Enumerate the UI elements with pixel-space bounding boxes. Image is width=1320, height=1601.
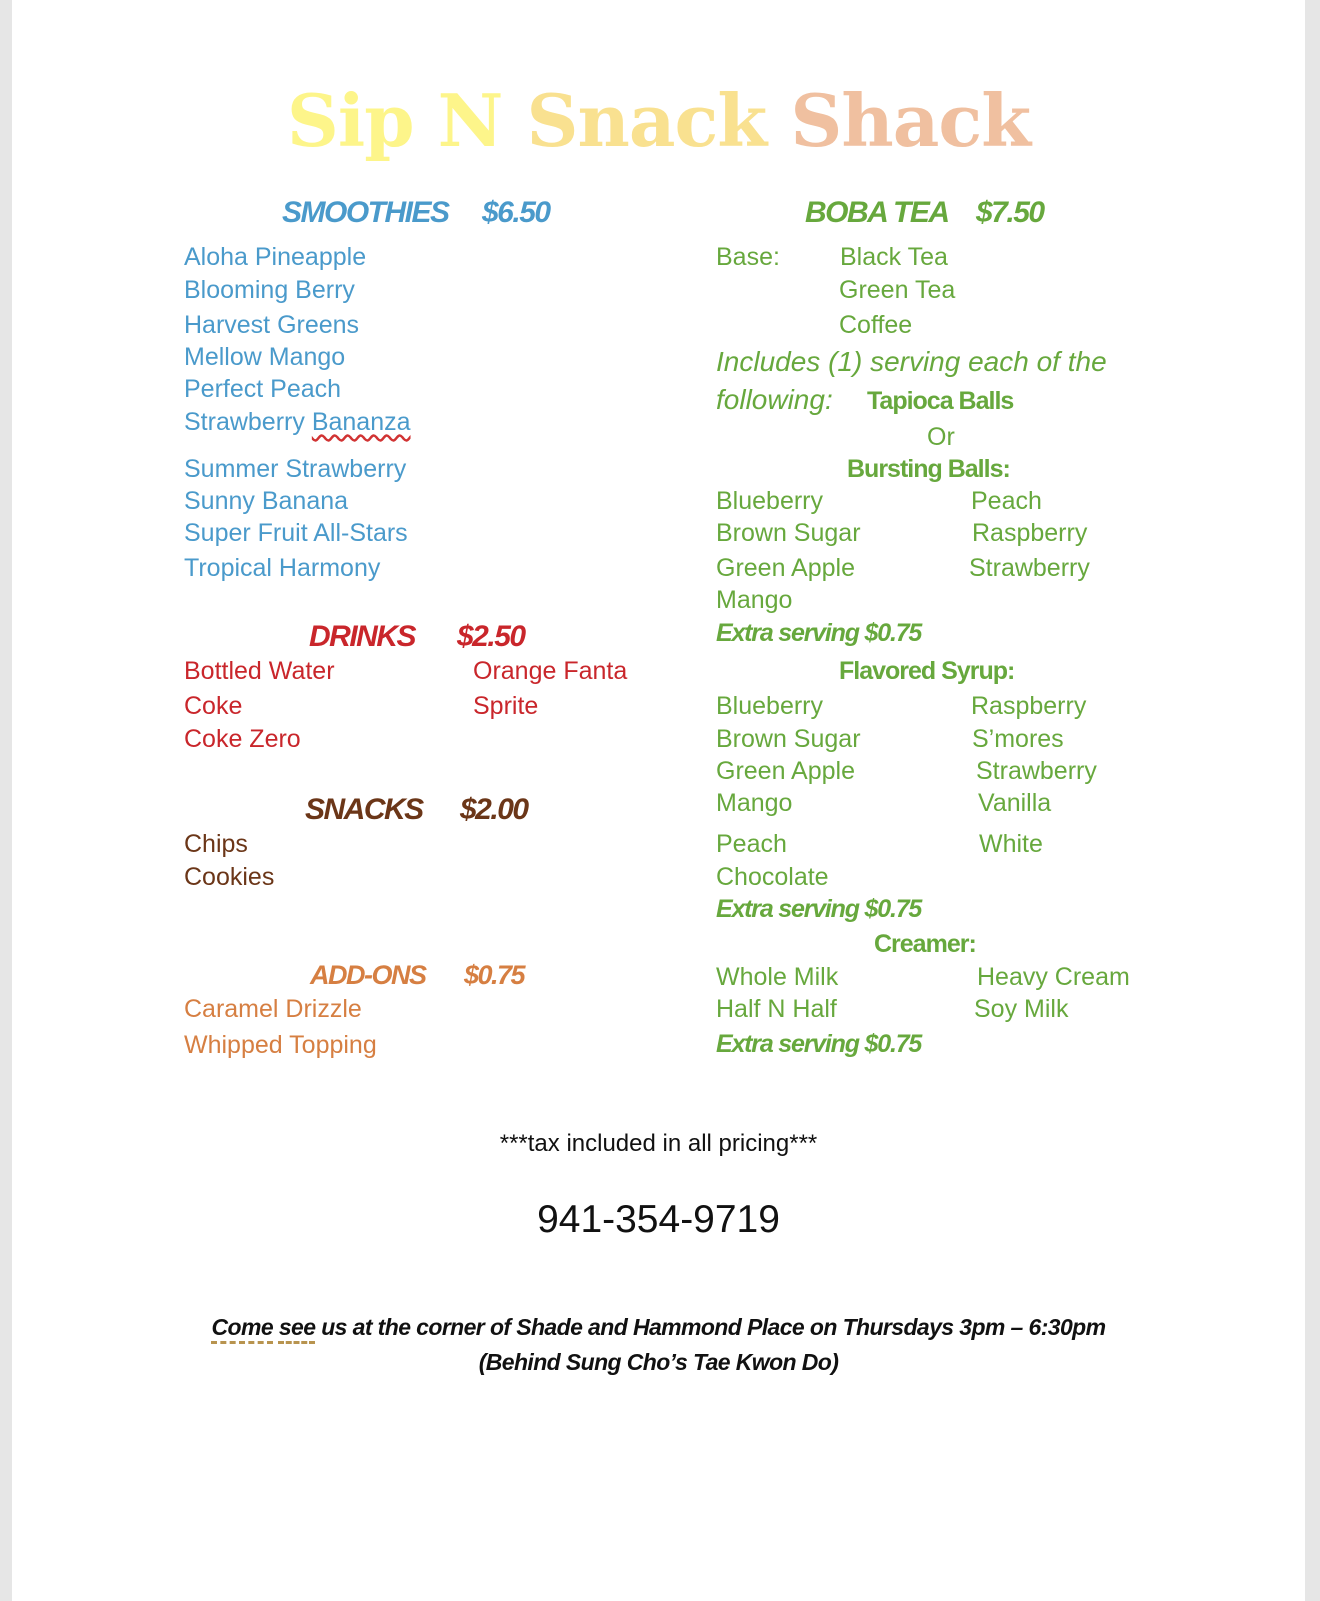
bursting-item: Raspberry — [972, 519, 1088, 547]
smoothie-item: Tropical Harmony — [184, 554, 381, 582]
smoothie-item: Summer Strawberry — [184, 455, 407, 483]
base-label: Base: — [716, 243, 780, 271]
drinks-price: $2.50 — [457, 620, 525, 653]
tax-note: ***tax included in all pricing*** — [499, 1130, 818, 1157]
snacks-heading: SNACKS — [305, 793, 423, 826]
syrup-item: Green Apple — [716, 757, 855, 785]
smoothie-item: Super Fruit All-Stars — [184, 519, 408, 547]
smoothie-item: Sunny Banana — [184, 487, 349, 515]
smoothie-word: Strawberry — [184, 408, 305, 436]
menu-page — [12, 0, 1305, 1601]
includes-line-2: following: — [716, 384, 833, 415]
smoothie-item: Blooming Berry — [184, 276, 355, 304]
smoothie-item: Aloha Pineapple — [184, 243, 367, 271]
smoothies-heading: SMOOTHIES — [282, 196, 449, 229]
extra-serving-creamer: Extra serving $0.75 — [716, 1030, 922, 1058]
drink-item: Coke Zero — [184, 725, 301, 753]
syrup-item: Strawberry — [976, 757, 1097, 785]
bursting-item: Mango — [716, 586, 793, 614]
addon-item: Whipped Topping — [184, 1031, 377, 1059]
syrup-heading: Flavored Syrup: — [839, 657, 1015, 685]
addons-heading: ADD-ONS — [310, 960, 426, 990]
creamer-item: Soy Milk — [974, 995, 1069, 1023]
drink-item: Coke — [184, 692, 243, 720]
syrup-item: Vanilla — [978, 789, 1052, 817]
base-item: Green Tea — [839, 276, 956, 304]
bursting-item: Green Apple — [716, 554, 855, 582]
snacks-price: $2.00 — [460, 793, 528, 826]
bursting-item: Blueberry — [716, 487, 823, 515]
syrup-item: Blueberry — [716, 692, 823, 720]
location-word-come: Come — [211, 1314, 274, 1340]
syrup-item: White — [979, 830, 1043, 858]
drinks-heading: DRINKS — [309, 620, 416, 653]
or-text: Or — [927, 423, 955, 451]
snack-item: Chips — [184, 830, 248, 858]
base-item: Coffee — [839, 311, 913, 339]
smoothie-item-strawberry-bananza — [184, 408, 411, 437]
syrup-item: Raspberry — [971, 692, 1087, 720]
spellcheck-word: Bananza — [311, 408, 411, 436]
creamer-item: Heavy Cream — [977, 963, 1130, 991]
base-item: Black Tea — [840, 243, 948, 271]
location-word-see: see — [278, 1314, 316, 1340]
syrup-item: Brown Sugar — [716, 725, 861, 753]
creamer-item: Whole Milk — [716, 963, 839, 991]
addon-item: Caramel Drizzle — [184, 995, 362, 1023]
smoothie-item: Perfect Peach — [184, 375, 342, 403]
addons-price: $0.75 — [464, 960, 525, 990]
creamer-heading: Creamer: — [874, 930, 976, 958]
snack-item: Cookies — [184, 863, 275, 891]
extra-serving-syrup: Extra serving $0.75 — [716, 895, 922, 923]
syrup-item: Chocolate — [716, 863, 829, 891]
smoothies-price: $6.50 — [482, 196, 550, 229]
bursting-heading: Bursting Balls: — [847, 455, 1010, 483]
extra-serving-bursting: Extra serving $0.75 — [716, 619, 922, 647]
drink-item: Orange Fanta — [473, 657, 628, 685]
drink-item: Bottled Water — [184, 657, 335, 685]
tapioca-balls: Tapioca Balls — [867, 387, 1014, 415]
syrup-item: S’mores — [972, 725, 1064, 753]
title-part-3: Shack — [790, 78, 1031, 163]
page-title — [12, 78, 1305, 163]
syrup-item: Mango — [716, 789, 793, 817]
location-rest: us at the corner of Shade and Hammond Place on Thursdays 3pm – 6:30pm — [315, 1314, 1106, 1340]
location-line-2: (Behind Sung Cho’s Tae Kwon Do) — [478, 1349, 839, 1375]
includes-line-1: Includes (1) serving each of the — [716, 346, 1107, 377]
location-line-1 — [12, 1314, 1305, 1341]
smoothie-item: Mellow Mango — [184, 343, 346, 371]
phone-number: 941-354-9719 — [537, 1198, 780, 1241]
bursting-item: Strawberry — [969, 554, 1090, 582]
bursting-item: Peach — [971, 487, 1042, 515]
smoothie-item: Harvest Greens — [184, 311, 360, 339]
syrup-item: Peach — [716, 830, 787, 858]
title-part-2: Snack — [526, 78, 767, 163]
bursting-item: Brown Sugar — [716, 519, 861, 547]
boba-price: $7.50 — [976, 196, 1044, 229]
title-part-1: Sip N — [286, 78, 503, 163]
creamer-item: Half N Half — [716, 995, 837, 1023]
boba-heading: BOBA TEA — [805, 196, 949, 229]
drink-item: Sprite — [473, 692, 539, 720]
